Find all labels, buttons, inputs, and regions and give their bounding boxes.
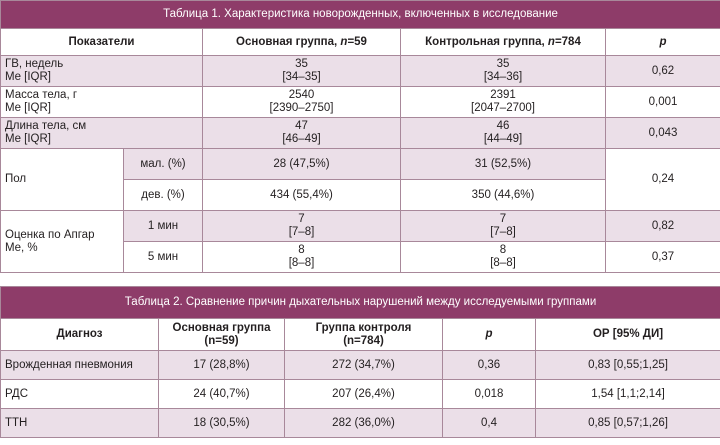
diagnosis: ТТН [1, 409, 159, 438]
table-2-header-row [1, 319, 720, 351]
table-1-header-row [1, 29, 720, 56]
table-2-caption: Таблица 2. Сравнение причин дыхательных нарушений между исследуемыми группами [1, 287, 720, 319]
header-main-group: Основная группа (n=59) [159, 319, 285, 351]
table-row [1, 351, 720, 380]
control-value: 207 (26,4%) [285, 380, 443, 409]
sex-sub-label: дев. (%) [124, 180, 203, 211]
table-row [1, 118, 720, 149]
table-row [1, 211, 720, 242]
main-value: 7 [7–8] [203, 211, 401, 242]
p-value: 0,001 [606, 87, 720, 118]
main-value: 28 (47,5%) [203, 149, 401, 180]
main-value: 2540 [2390–2750] [203, 87, 401, 118]
table-row [1, 149, 720, 180]
row-label: Длина тела, см Me [IQR] [1, 118, 203, 149]
or-value: 1,54 [1,1;2,14] [536, 380, 720, 409]
control-value: 31 (52,5%) [401, 149, 606, 180]
table-row [1, 87, 720, 118]
header-control-group: Контрольная группа, n=784 [401, 29, 606, 56]
header-control-group: Группа контроля (n=784) [285, 319, 443, 351]
control-value: 2391 [2047–2700] [401, 87, 606, 118]
row-label: ГВ, недель Me [IQR] [1, 56, 203, 87]
header-or: ОР [95% ДИ] [536, 319, 720, 351]
header-indicator: Показатели [1, 29, 203, 56]
header-diagnosis: Диагноз [1, 319, 159, 351]
p-value: 0,82 [606, 211, 720, 242]
p-value: 0,24 [606, 149, 720, 211]
p-value: 0,62 [606, 56, 720, 87]
header-p: p [606, 29, 720, 56]
main-value: 35 [34–35] [203, 56, 401, 87]
p-value: 0,37 [606, 242, 720, 273]
table-row [1, 380, 720, 409]
header-p: p [443, 319, 536, 351]
sex-label: Пол [1, 149, 124, 211]
main-value: 24 (40,7%) [159, 380, 285, 409]
table-2 [0, 286, 720, 438]
table-spacer [0, 273, 720, 286]
diagnosis: РДС [1, 380, 159, 409]
p-value: 0,4 [443, 409, 536, 438]
apgar-label: Оценка по Апгар Me, % [1, 211, 124, 273]
control-value: 350 (44,6%) [401, 180, 606, 211]
control-value: 272 (34,7%) [285, 351, 443, 380]
sex-sub-label: мал. (%) [124, 149, 203, 180]
control-value: 8 [8–8] [401, 242, 606, 273]
p-value: 0,36 [443, 351, 536, 380]
table-row [1, 56, 720, 87]
main-value: 18 (30,5%) [159, 409, 285, 438]
control-value: 35 [34–36] [401, 56, 606, 87]
main-value: 434 (55,4%) [203, 180, 401, 211]
apgar-sub-label: 1 мин [124, 211, 203, 242]
row-label: Масса тела, г Me [IQR] [1, 87, 203, 118]
or-value: 0,83 [0,55;1,25] [536, 351, 720, 380]
table-row [1, 409, 720, 438]
control-value: 282 (36,0%) [285, 409, 443, 438]
p-value: 0,018 [443, 380, 536, 409]
control-value: 46 [44–49] [401, 118, 606, 149]
main-value: 47 [46–49] [203, 118, 401, 149]
main-value: 8 [8–8] [203, 242, 401, 273]
apgar-sub-label: 5 мин [124, 242, 203, 273]
p-value: 0,043 [606, 118, 720, 149]
control-value: 7 [7–8] [401, 211, 606, 242]
main-value: 17 (28,8%) [159, 351, 285, 380]
or-value: 0,85 [0,57;1,26] [536, 409, 720, 438]
header-main-group: Основная группа, n=59 [203, 29, 401, 56]
diagnosis: Врожденная пневмония [1, 351, 159, 380]
table-1-caption: Таблица 1. Характеристика новорожденных, включенных в исследование [1, 1, 720, 29]
